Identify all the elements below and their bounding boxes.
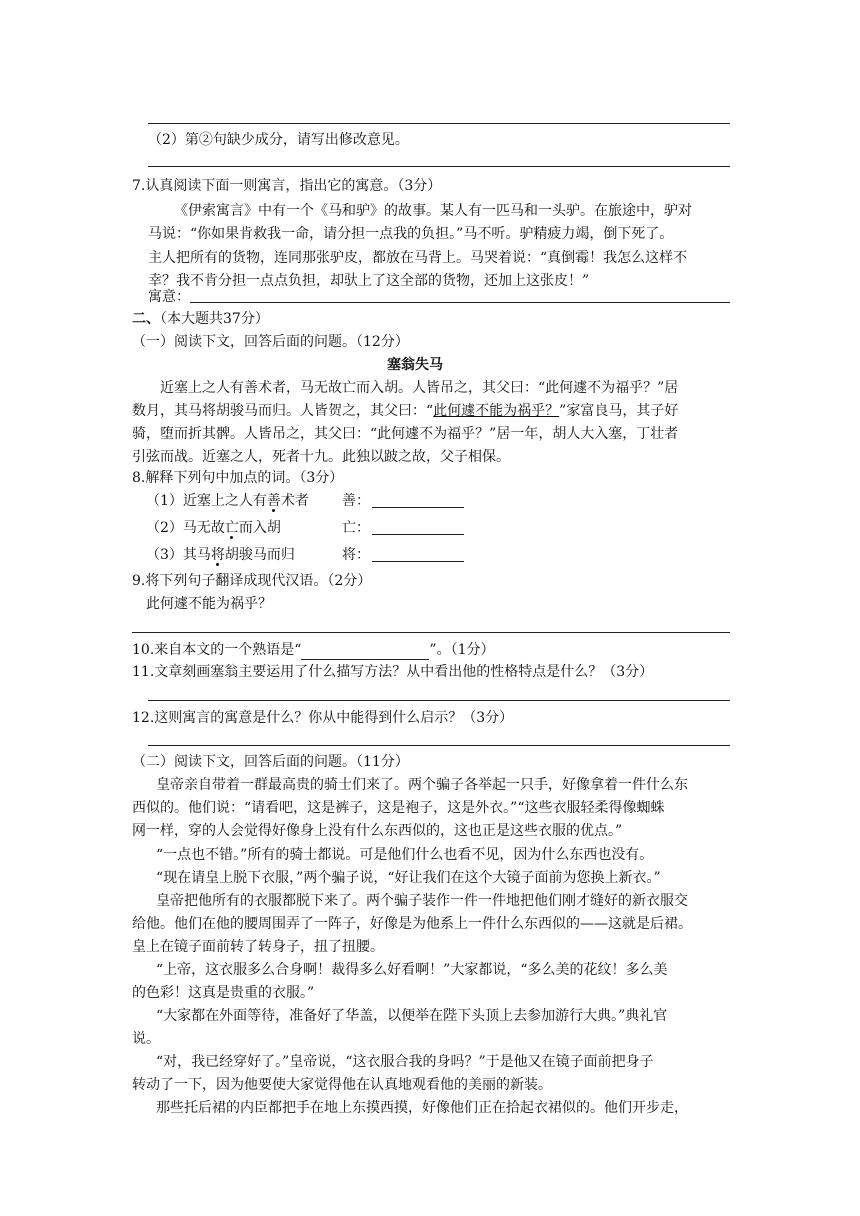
story-line: “大家都在外面等待，准备好了华盖，以便举在陛下头顶上去参加游行大典。”典礼官 [156,1008,668,1024]
story-line: “对，我已经穿好了。”皇帝说，“这衣服合我的身吗？”于是他又在镜子面前把身子 [156,1054,654,1070]
passage-title: 塞翁失马 [387,357,443,373]
answer-line [148,745,730,746]
answer-line [132,632,730,633]
section-heading [132,309,269,329]
question-11: 11.文章刻画塞翁主要运用了什么描写方法？从中看出他的性格特点是什么？（3分） [132,664,654,680]
item-text: （2）马无故 [146,520,225,536]
story-line: 皇上在镜子面前转了转身子，扭了扭腰。 [132,939,384,955]
story-line: “现在请皇上脱下衣服，”两个骗子说，“好让我们在这个大镜子面前为您换上新衣。” [156,870,661,886]
q8-word-1: 善： [342,493,370,509]
story-line: 转动了一下，因为他要使大家觉得他在认真地观看他的美丽的新装。 [132,1077,552,1093]
answer-line [190,302,730,303]
passage-text: ”家富良马，其子好 [559,403,679,419]
question-6-2: （2）第②句缺少成分，请写出修改意见。 [148,132,409,148]
item-text: （3）其马 [146,547,211,563]
story-line: 那些托后裙的内臣都把手在地上东摸西摸，好像他们正在拾起衣裙似的。他们开步走， [156,1100,688,1116]
item-text: （1）近塞上之人有 [146,493,267,509]
answer-line [372,507,464,508]
answer-blank [301,643,429,660]
story-line: 网一样，穿的人会觉得好像身上没有什么东西似的，这也正是这些衣服的优点。” [132,823,623,839]
fable-line: 《伊索寓言》中有一个《马和驴》的故事。某人有一匹马和一头驴。在旅途中，驴对 [174,203,692,219]
story-line: 给他。他们在他的腰周围弄了一阵子，好像是为他系上一件什么东西似的——这就是后裙。 [132,916,692,932]
answer-line [148,166,730,167]
question-12: 12.这则寓言的寓意是什么？你从中能得到什么启示？（3分） [132,710,514,726]
part-1-heading: （一）阅读下文，回答后面的问题。（12分） [132,334,409,350]
item-text: 术者 [280,493,309,509]
passage-line [132,401,678,421]
answer-line [148,123,730,124]
story-line: 皇帝把他所有的衣服都脱下来了。两个骗子装作一件一件地把他们刚才缝好的新衣服交 [156,893,688,909]
question-10 [132,640,495,660]
q10-text: 10.来自本文的一个熟语是“ [132,642,302,658]
dotted-word: 善 [266,493,281,509]
q8-item-3 [146,545,295,565]
q8-item-2 [146,518,281,538]
passage-line: 近塞上之人有善术者，马无故亡而入胡。人皆吊之，其父曰：“此何遽不为福乎？”居 [160,380,679,396]
translate-sentence: 此何遽不能为祸乎？ [146,596,272,612]
passage-text: 数月，其马将胡骏马而归。人皆贺之，其父曰：“ [132,403,434,419]
story-line: 西似的。他们说：“请看吧，这是裤子，这是袍子，这是外衣。”“这些衣服轻柔得像蜘蛛 [132,800,665,816]
item-text: 而入胡 [238,520,281,536]
story-line: 说。 [132,1031,160,1047]
q8-item-1 [146,491,309,511]
fable-line: 马说：“你如果肯救我一命，请分担一点我的负担。”马不听。驴精疲力竭，倒下死了。 [148,226,674,242]
question-8-prompt: 8.解释下列句中加点的词。（3分） [132,470,344,486]
question-9-prompt: 9.将下列句子翻译成现代汉语。（2分） [132,573,372,589]
q10-text: ”。（1分） [429,642,495,658]
story-line: “上帝，这衣服多么合身啊！裁得多么好看啊！”大家都说，“多么美的花纹！多么美 [156,962,668,978]
underlined-sentence: 此何遽不能为祸乎？ [433,403,560,419]
story-line: “一点也不错。”所有的骑士都说。可是他们什么也看不见，因为什么东西也没有。 [156,847,654,863]
passage-line: 骑，堕而折其髀。人皆吊之，其父曰：“此何遽不为福乎？”居一年，胡人大入塞，丁壮者 [132,426,679,442]
dotted-word: 亡 [224,520,239,536]
story-line: 皇帝亲自带着一群最高贵的骑士们来了。两个骗子各举起一只手，好像拿着一件什么东 [156,777,688,793]
answer-line [372,561,464,562]
dotted-word: 将 [210,547,225,563]
q8-word-3: 将： [342,547,370,563]
section-number: 二、 [132,311,160,327]
fable-line: 幸？我不肯分担一点点负担，却驮上了这全部的货物，还加上这张皮！” [148,273,590,289]
question-7-prompt: 7.认真阅读下面一则寓言，指出它的寓意。（3分） [132,178,442,194]
section-points: （本大题共37分） [160,311,269,327]
story-line: 的色彩！这真是贵重的衣服。” [132,985,315,1001]
moral-label: 寓意： [148,289,190,305]
q8-word-2: 亡： [342,520,370,536]
fable-line: 主人把所有的货物，连同那张驴皮，都放在马背上。马哭着说：“真倒霉！我怎么这样不 [148,250,688,266]
item-text: 胡骏马而归 [224,547,295,563]
answer-line [372,534,464,535]
answer-line [148,700,730,701]
part-2-heading: （二）阅读下文，回答后面的问题。（11分） [132,754,409,770]
passage-line: 引弦而战。近塞之人，死者十九。此独以跛之故，父子相保。 [132,449,510,465]
